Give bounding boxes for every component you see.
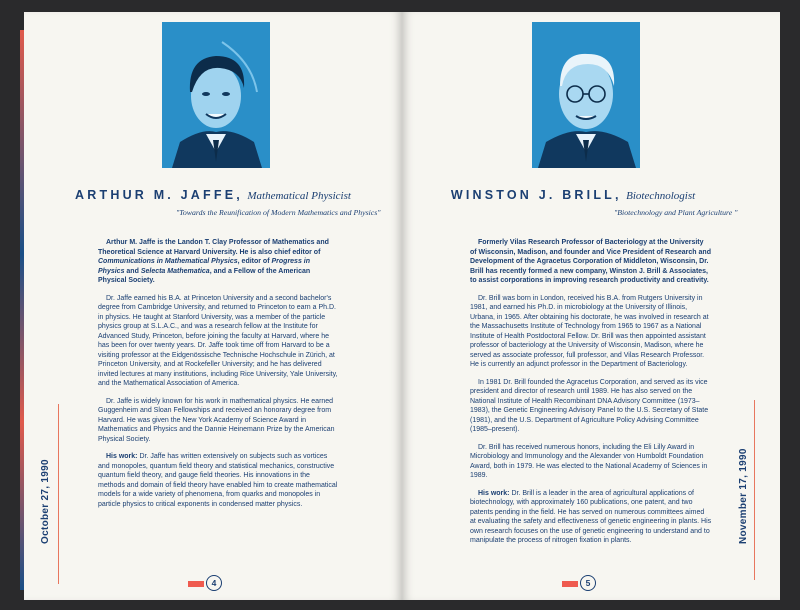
jaffe-lead-text-2: , editor of — [237, 258, 272, 265]
jaffe-work-text: Dr. Jaffe has written extensively on subjects such as vortices and monopoles, quantum field theory and statistical mechanics, constructive quantum field theory, and gauge field theories. His innovations in the methods and domain of field theory have enabled him to create mathematical models for a wide variety of phenomena, from quarks and monopoles in particle physics to critical exponents in condensed matter physics. — [98, 453, 338, 508]
brill-agracetus-paragraph: In 1981 Dr. Brill founded the Agracetus Corporation, and served as its vice president and director of research until 1989. He has also served on the National Institute of Health Recombinant DNA Advisory Committee (1973–1983), the Genetic Engineering Advisory Panel to the U.S. Secretary of State (1981), and the U.S. Department of Agriculture Policy Advising Committee (1985–present). — [470, 378, 709, 433]
brill-portrait — [532, 22, 640, 168]
left-page — [24, 12, 402, 600]
brill-work-paragraph — [470, 489, 712, 546]
jaffe-lecture-title: "Towards the Reunification of Modern Mathematics and Physics" — [176, 208, 381, 217]
jaffe-bio — [98, 238, 338, 517]
brill-education-paragraph: Dr. Brill was born in London, received his B.A. from Rutgers University in 1981, and earned his Ph.D. in microbiology at the University of Illinois, Urbana, in 1965. After obtaining his doctorate, he was involved in research at the Massachusetts Institute of Technology from 1965 to 1967 as a National Institute of Health Postdoctoral Fellow. Dr. Brill was then appointed assistant professor of bacteriology at the University of Wisconsin, Madison, where he served as associate professor, full professor, and Vilas Research Professor. He is currently an adjunct professor in the Department of Bacteriology. — [470, 294, 709, 368]
right-date: November 17, 1990 — [738, 448, 749, 544]
jaffe-portrait — [162, 22, 270, 168]
brill-work-label: His work: — [478, 489, 510, 497]
jaffe-name: ARTHUR M. JAFFE, — [75, 188, 243, 202]
right-page — [402, 12, 780, 600]
jaffe-lead-text-1: Arthur M. Jaffe is the Landon T. Clay Professor of Mathematics and Theoretical Science at Harvard University. He is also chief editor of — [98, 239, 329, 256]
brill-name: WINSTON J. BRILL, — [450, 188, 622, 202]
brill-portrait-image — [532, 22, 640, 168]
brill-bio — [470, 238, 712, 554]
jaffe-lead-paragraph — [98, 238, 338, 286]
jaffe-journal-3: Selecta Mathematica — [140, 267, 210, 275]
brill-lead-paragraph: Formerly Vilas Research Professor of Bacteriology at the University of Wisconsin, Madison, and founder and Vice President of Research and Development of the Agracetus Corporation of Middleton, Wisconsin, Dr. Brill has recently formed a new company, Winston J. Brill & Associates, to assist corporations in improving research productivity and creativity. — [470, 239, 711, 284]
left-page-number: 4 — [206, 575, 222, 591]
right-page-marker — [562, 581, 578, 587]
left-page-marker — [188, 581, 204, 587]
left-margin-rule — [58, 404, 59, 584]
brill-lecture-title: "Biotechnology and Plant Agriculture " — [614, 208, 738, 217]
left-date: October 27, 1990 — [40, 459, 51, 544]
brill-title: Biotechnologist — [626, 190, 696, 202]
jaffe-title: Mathematical Physicist — [247, 190, 351, 202]
jaffe-lead-text-3: and — [124, 267, 141, 275]
jaffe-work-paragraph — [98, 452, 338, 509]
right-margin-rule — [754, 400, 755, 580]
brill-heading — [402, 186, 762, 204]
jaffe-lead-text-4: , and a Fellow of the American Physical Society. — [98, 267, 311, 284]
right-page-number: 5 — [580, 575, 596, 591]
jaffe-work-label: His work: — [106, 453, 138, 460]
jaffe-portrait-image — [162, 22, 270, 168]
jaffe-journal-1: Communications in Mathematical Physics — [98, 258, 238, 265]
brill-honors-paragraph: Dr. Brill has received numerous honors, including the Eli Lilly Award in Microbiology and Immunology and the Alexander von Humboldt Foundation Award, both in 1979. He was elected to the National Academy of Sciences in 1989. — [470, 443, 708, 479]
jaffe-honors-paragraph: Dr. Jaffe is widely known for his work in mathematical physics. He earned Guggenheim and Sloan Fellowships and received an honorary degree from Harvard. He was given the New York Academy of Science Award in Mathematics and Physics and the Dannie Heinemann Prize by the American Physical Society. — [98, 397, 335, 443]
jaffe-journal-2: Progress in Physics — [98, 258, 311, 275]
jaffe-heading — [24, 186, 402, 204]
brill-work-text: Dr. Brill is a leader in the area of agricultural applications of biotechnology, with approximately 160 publications, one patent, and two patents pending in the field. He has served on numerous committees aimed at evaluating the safety and effectiveness of genetic engineering in plants. His own research focuses on the use of genetic engineering to understand and to manipulate the process of nitrogen fixation in plants. — [470, 489, 712, 544]
jaffe-education-paragraph: Dr. Jaffe earned his B.A. at Princeton University and a second bachelor's degree from Cambridge University, and returned to Princeton to earn a Ph.D. in physics. He taught at Stanford University, was a member of the particle physics group at S.L.A.C., and was a research fellow at the Institute for Advanced Study, Princeton, before joining the faculty at Harvard, where he has been for over twenty years. Dr. Jaffe took time off from Harvard to be a visiting professor at the Eidgenössische Technische Hochschule in Zürich, at Princeton University, and at Rockefeller University; and he has delivered invited lectures at many institutions, including Rice University, Yale University, and the Mathematical Association of America. — [98, 294, 338, 387]
